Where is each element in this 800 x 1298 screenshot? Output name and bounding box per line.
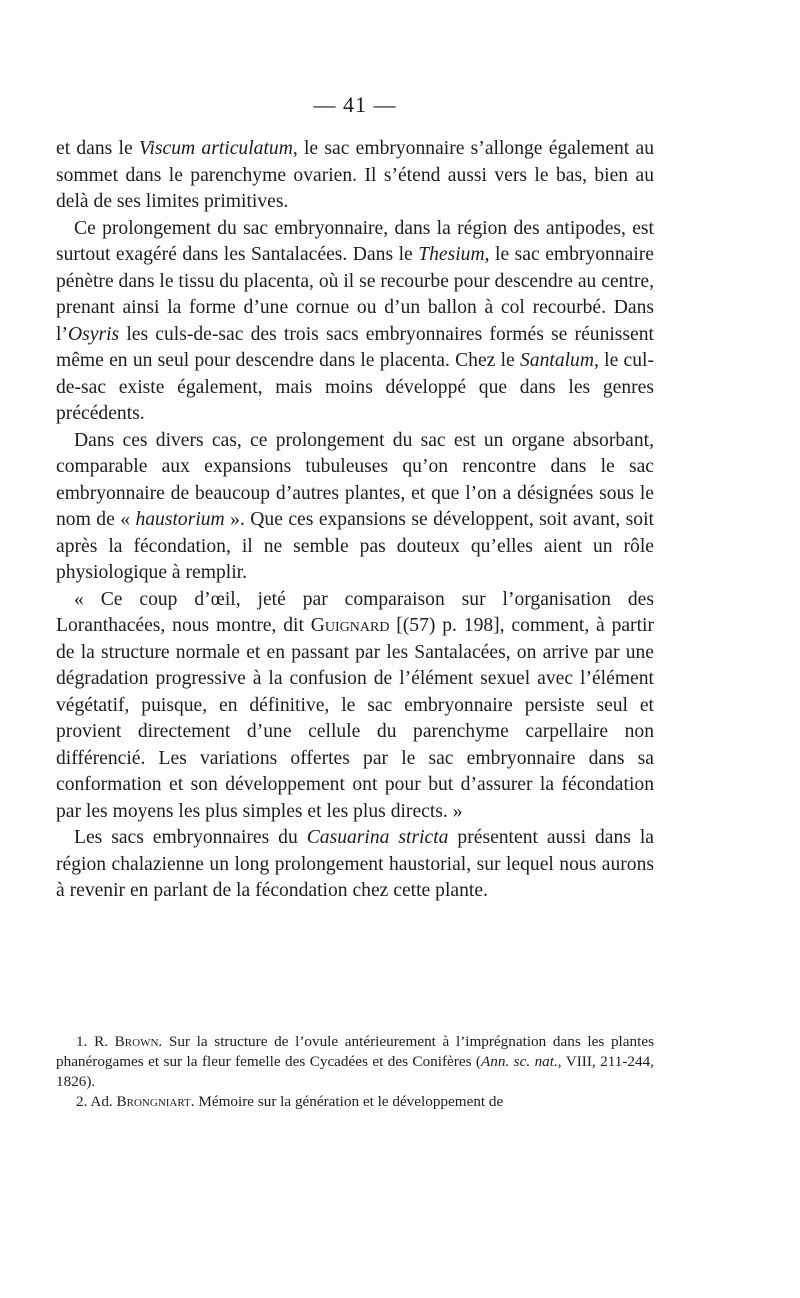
footnotes — [56, 1032, 654, 1112]
paragraph-4-text-c: [(57) p. 198], comment, à partir de la structure normale et en passant par les Santalacées, on arrive par une dégradation progressive à la confusion de l’élément sexuel avec l’élément végétatif, puisque, en définitive, le sac embryonnaire persiste seul et provient directement d’une cellule du parenchyme carpellaire non différencié. Les variations offertes par le sac embryonnaire dans sa conformation et son développement ont pour but d’assurer la fécondation par les moyens les plus simples et les plus directs. » — [56, 615, 654, 822]
paragraph-1 — [56, 136, 654, 216]
paragraph-3-text-c: ». Que ces expansions se développent, soit avant, soit après la fécondation, il ne semble pas douteux qu’elles aient un rôle physiologique à remplir. — [56, 509, 654, 583]
paragraph-1-text-a: et dans le — [56, 138, 139, 159]
body-text — [56, 136, 654, 905]
paragraph-2 — [56, 216, 654, 428]
footnote-2-author-brongniart: Brongniart — [116, 1093, 191, 1110]
paragraph-4 — [56, 587, 654, 826]
footnote-1-author-brown: Brown — [114, 1033, 159, 1050]
footnote-1-text-e: , VIII, 211-244, 1826). — [56, 1053, 654, 1090]
footnote-1-journal: Ann. sc. nat. — [480, 1053, 558, 1070]
paragraph-3-text-a: Dans ces divers cas, ce prolongement du sac est un organe absorbant, comparable aux expansions tubuleuses qu’on rencontre dans le sac embryonnaire de beaucoup d’autres plantes, et que l’on a désignées sous le nom de « — [56, 429, 654, 530]
paragraph-4-author-guignard: Guignard — [310, 615, 390, 636]
paragraph-3 — [56, 428, 654, 587]
footnote-1 — [56, 1032, 654, 1092]
paragraph-2-text-g: , le cul-de-sac existe également, mais moins développé que dans les genres précédents. — [56, 350, 654, 424]
footnote-2-text-a: 2. Ad. — [76, 1093, 117, 1110]
paragraph-5-text-a: Les sacs embryonnaires du — [74, 827, 307, 848]
paragraph-5-species-casuarina: Casuarina stricta — [306, 827, 449, 848]
paragraph-2-genus-thesium: Thesium — [418, 244, 485, 265]
paragraph-4-text-a: « Ce coup d’œil, jeté par comparaison sur l’organisation des Loranthacées, nous montre, dit — [56, 588, 654, 636]
footnote-1-text-a: 1. R. — [76, 1033, 115, 1050]
paragraph-5 — [56, 825, 654, 905]
paragraph-2-genus-osyris: Osyris — [67, 323, 120, 345]
footnote-2-text-c: . Mémoire sur la génération et le développement de — [190, 1093, 504, 1110]
paragraph-5-text-c: présentent aussi dans la région chalazienne un long prolongement haustorial, sur lequel nous aurons à revenir en parlant de la fécondation chez cette plante. — [56, 827, 654, 901]
paragraph-1-text-c: , le sac embryonnaire s’allonge également au sommet dans le parenchyme ovarien. Il s’étend aussi vers le bas, bien au delà de ses limites primitives. — [56, 138, 654, 212]
paragraph-3-term-haustorium: haustorium — [135, 509, 225, 530]
page-number: — 41 — — [313, 92, 397, 117]
paragraph-2-text-e: les culs-de-sac des trois sacs embryonnaires formés se réunissent même en un seul pour descendre dans le placenta. Chez le — [56, 323, 654, 371]
paragraph-2-genus-santalum: Santalum — [519, 350, 595, 371]
paragraph-1-species-name: Viscum articulatum — [138, 138, 293, 159]
paragraph-2-text-c: , le sac embryonnaire pénètre dans le tissu du placenta, où il se recourbe pour descendre au centre, prenant ainsi la forme d’une cornue ou d’un ballon à col recourbé. Dans l’ — [56, 244, 655, 345]
footnote-1-text-c: . Sur la structure de l’ovule antérieurement à l’imprégnation dans les plantes phanérogames et sur la fleur femelle des Cycadées et des Conifères ( — [56, 1033, 654, 1070]
paragraph-2-text-a: Ce prolongement du sac embryonnaire, dans la région des antipodes, est surtout exagéré dans les Santalacées. Dans le — [56, 217, 654, 265]
footnote-2 — [56, 1092, 654, 1112]
